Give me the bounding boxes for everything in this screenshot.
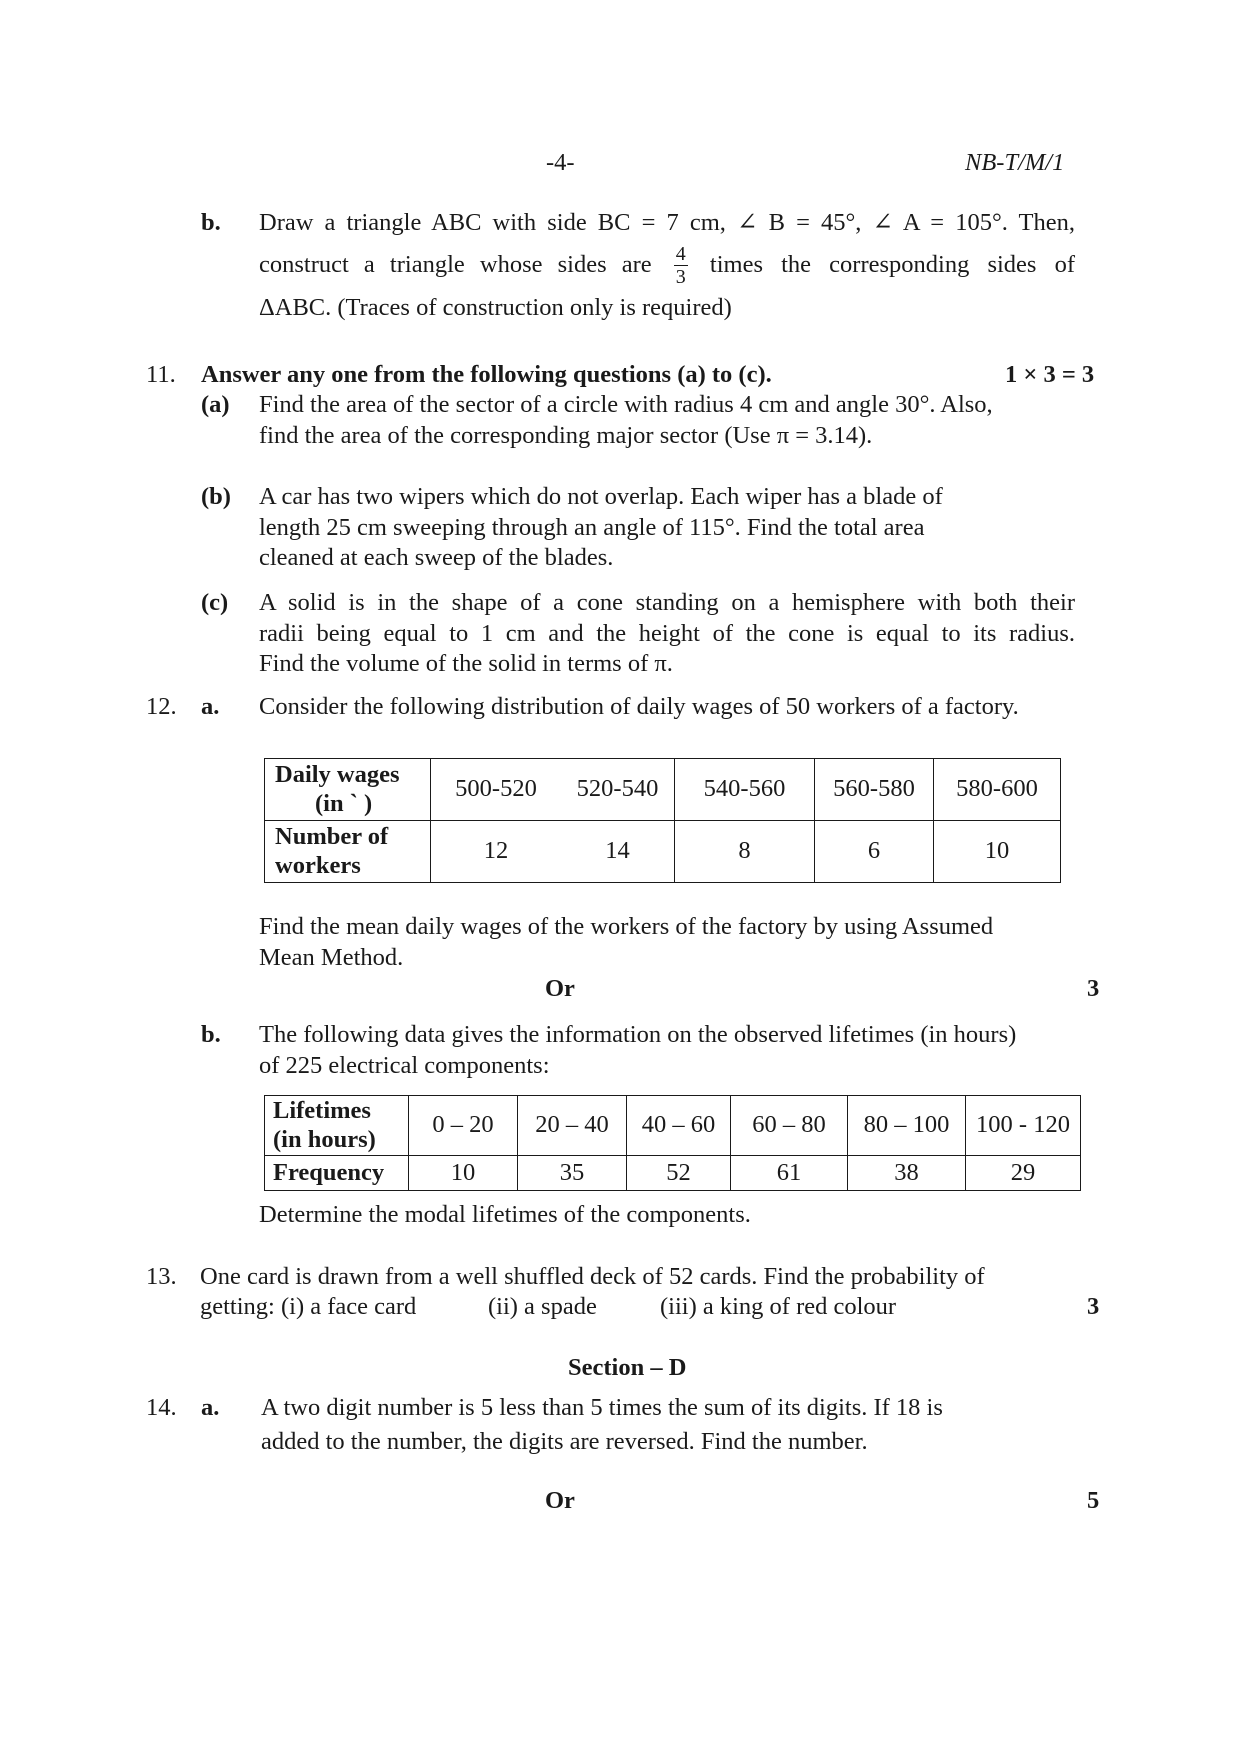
daily-wages-header: [265, 759, 431, 821]
lifetimes-header: [265, 1096, 409, 1156]
q11a-text: [259, 390, 993, 451]
q12-marks: 3: [1087, 975, 1100, 1002]
q10b-line2-pre: construct a triangle whose sides are: [259, 250, 652, 278]
or-divider: Or: [545, 1487, 575, 1514]
q11a-line1: Find the area of the sector of a circle with radius 4 cm and angle 30°. Also,: [259, 391, 993, 418]
q13-marks: 3: [1087, 1293, 1100, 1320]
q11b-label: (b): [201, 483, 231, 510]
daily-wages-header-line2: (in ` ): [315, 789, 373, 817]
q11c-label: (c): [201, 589, 229, 616]
wage-class-cell: 580-600: [934, 759, 1061, 821]
q10b-line3: ΔABC. (Traces of construction only is required): [259, 293, 732, 321]
lifetimes-row: [265, 1096, 1081, 1156]
lifetime-class-cell: 20 – 40: [518, 1096, 627, 1156]
frequency-row: [265, 1156, 1081, 1191]
lifetime-class-cell: 40 – 60: [627, 1096, 731, 1156]
q13-line1: One card is drawn from a well shuffled deck of 52 cards. Find the probability of: [200, 1263, 985, 1290]
wage-class-cell: 540-560: [675, 759, 815, 821]
lifetime-class-cell: 100 - 120: [966, 1096, 1081, 1156]
frequency-cell: 10: [409, 1156, 518, 1191]
q11c-text: [259, 588, 1075, 680]
paper-code: NB-T/M/1: [965, 149, 1065, 176]
q11a-label: (a): [201, 391, 230, 418]
q11-marks: 1 × 3 = 3: [1005, 361, 1095, 388]
four-thirds-fraction: [674, 244, 688, 287]
workers-cell: 14: [561, 821, 675, 883]
number-of-workers-header: [265, 821, 431, 883]
frequency-cell: 35: [518, 1156, 627, 1191]
workers-cell: 8: [675, 821, 815, 883]
fraction-numerator: 4: [675, 242, 686, 265]
daily-wages-header-line1: Daily wages: [275, 761, 400, 789]
frequency-cell: 38: [848, 1156, 966, 1191]
q11c-line1: A solid is in the shape of a cone standing on a hemisphere with both their: [259, 589, 1075, 616]
frequency-cell: 52: [627, 1156, 731, 1191]
q11c-line3: Find the volume of the solid in terms of π.: [259, 650, 673, 678]
q12b-intro-line1: The following data gives the information on the observed lifetimes (in hours): [259, 1021, 1017, 1048]
q10b-line2-post: times the corresponding sides of: [709, 250, 1075, 278]
frequency-cell: 61: [731, 1156, 848, 1191]
wage-class-cell: 560-580: [815, 759, 934, 821]
or-divider: Or: [545, 975, 575, 1002]
lifetimes-header-line2: (in hours): [273, 1125, 376, 1153]
number-of-workers-header-line2: workers: [275, 851, 361, 879]
q14a-line2: added to the number, the digits are reversed. Find the number.: [261, 1427, 868, 1455]
q13-part-ii: (ii) a spade: [488, 1293, 597, 1320]
lifetime-class-cell: 60 – 80: [731, 1096, 848, 1156]
lifetime-class-cell: 0 – 20: [409, 1096, 518, 1156]
q11b-line2: length 25 cm sweeping through an angle of 115°. Find the total area: [259, 513, 925, 541]
workers-cell: 10: [934, 821, 1061, 883]
q13-number: 13.: [146, 1263, 177, 1290]
workers-cell: 12: [431, 821, 562, 883]
workers-row: [265, 821, 1061, 883]
q13-part-i: getting: (i) a face card: [200, 1293, 417, 1320]
workers-cell: 6: [815, 821, 934, 883]
wages-row: [265, 759, 1061, 821]
q11c-line2: radii being equal to 1 cm and the height of the cone is equal to its radius.: [259, 619, 1075, 647]
q13-part-iii: (iii) a king of red colour: [660, 1293, 897, 1320]
q11-title: Answer any one from the following questions (a) to (c).: [201, 361, 772, 388]
q12b-question: Determine the modal lifetimes of the components.: [259, 1201, 751, 1228]
q12b-intro: [259, 1020, 1016, 1081]
section-d-heading: Section – D: [568, 1354, 687, 1381]
q12a-label: a.: [201, 693, 220, 720]
q10b-line1: Draw a triangle ABC with side BC = 7 cm, ∠ B = 45°, ∠ A = 105°. Then,: [259, 209, 1075, 236]
q11-number: 11.: [146, 361, 176, 388]
q14a-text: [261, 1393, 943, 1457]
wage-class-cell: 500-520: [431, 759, 562, 821]
q10b-label: b.: [201, 209, 221, 236]
lifetimes-header-line1: Lifetimes: [273, 1097, 371, 1125]
q14-number: 14.: [146, 1394, 177, 1421]
q11b-line3: cleaned at each sweep of the blades.: [259, 544, 614, 572]
q11b-text: [259, 482, 943, 574]
q14a-label: a.: [201, 1394, 220, 1421]
q12a-intro: Consider the following distribution of daily wages of 50 workers of a factory.: [259, 693, 1019, 720]
q10b-line2: [259, 244, 1075, 287]
q14a-line1: A two digit number is 5 less than 5 times the sum of its digits. If 18 is: [261, 1394, 943, 1421]
frequency-header: Frequency: [265, 1156, 409, 1191]
q14-marks: 5: [1087, 1487, 1100, 1514]
q10b-text: [259, 208, 1075, 323]
q12-number: 12.: [146, 693, 177, 720]
wages-table: [264, 758, 1061, 883]
q12a-question: [259, 912, 993, 973]
fraction-denominator: 3: [675, 265, 686, 288]
lifetime-class-cell: 80 – 100: [848, 1096, 966, 1156]
frequency-cell: 29: [966, 1156, 1081, 1191]
q12a-question-line1: Find the mean daily wages of the workers of the factory by using Assumed: [259, 913, 994, 940]
q12a-question-line2: Mean Method.: [259, 943, 404, 971]
q12b-label: b.: [201, 1021, 221, 1048]
page-number: -4-: [546, 149, 575, 176]
q11a-line2: find the area of the corresponding major sector (Use π = 3.14).: [259, 421, 873, 449]
lifetimes-table: [264, 1095, 1081, 1191]
wage-class-cell: 520-540: [561, 759, 675, 821]
q11b-line1: A car has two wipers which do not overlap. Each wiper has a blade of: [259, 483, 943, 510]
number-of-workers-header-line1: Number of: [275, 823, 389, 851]
q12b-intro-line2: of 225 electrical components:: [259, 1051, 550, 1079]
